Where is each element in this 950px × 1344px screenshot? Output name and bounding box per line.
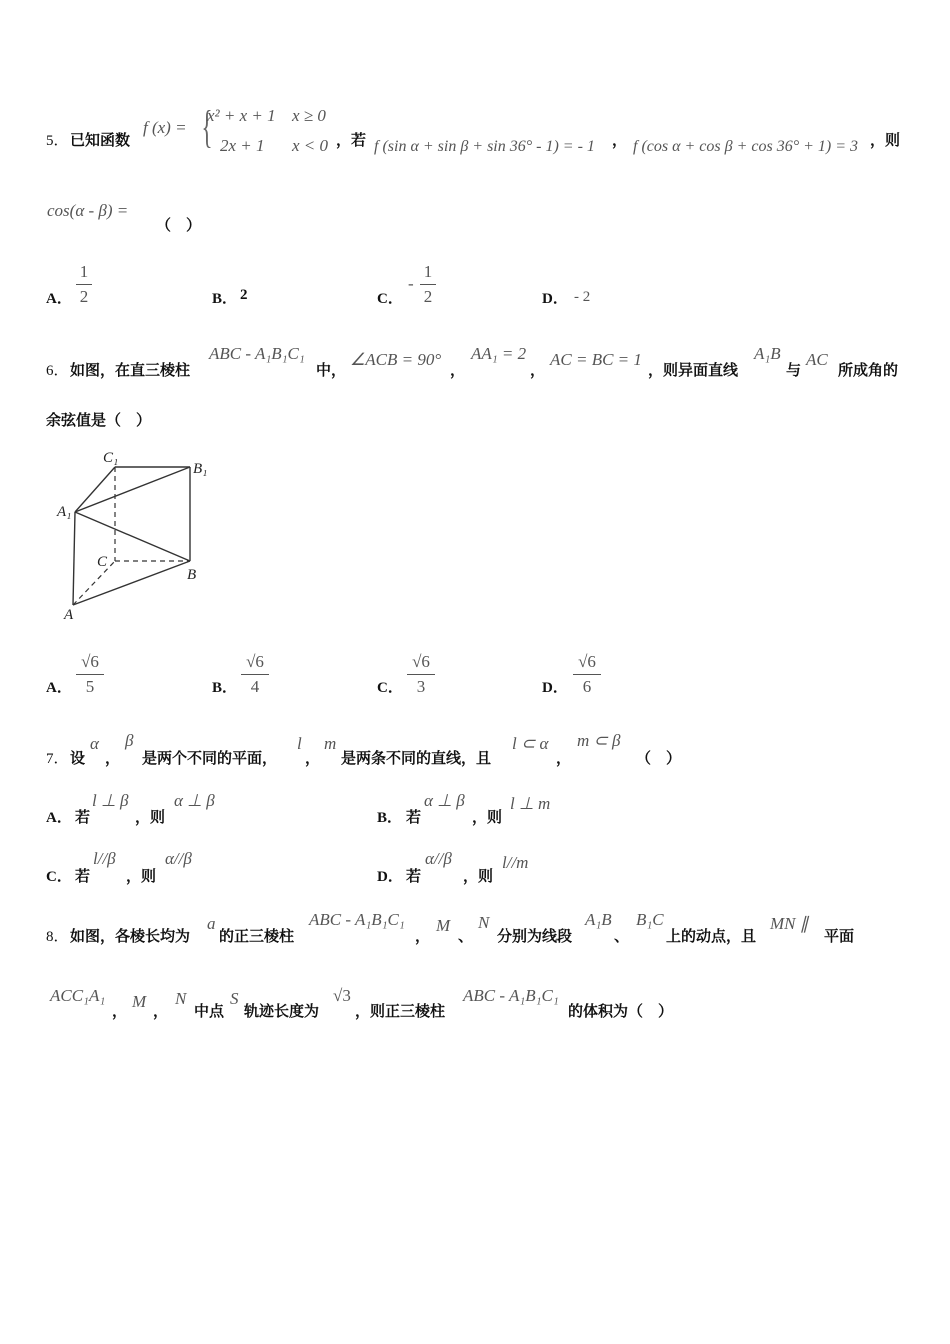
q8-point-n-2: N bbox=[175, 989, 187, 1008]
q7-option-a-condition: l ⊥ β bbox=[92, 791, 129, 810]
q6-option-d-fraction bbox=[573, 652, 601, 697]
q7-text-1: 是两个不同的平面， bbox=[142, 749, 278, 767]
q6-yu-text: 与 bbox=[786, 361, 802, 379]
q5-option-d-label: D． bbox=[542, 291, 568, 307]
q6-option-c-fraction bbox=[407, 652, 435, 697]
q8-segment-b1c: B₁C bbox=[636, 910, 664, 929]
q5-case2-expr: 2x + 1 bbox=[220, 136, 265, 155]
q5-option-c-denominator: 2 bbox=[423, 287, 433, 306]
q7-comma-2: ， bbox=[305, 749, 321, 767]
q7-option-a-result: α ⊥ β bbox=[174, 791, 215, 810]
q8-segment-a1b: A₁B bbox=[585, 910, 612, 929]
q7-line-m: m bbox=[324, 734, 337, 753]
q5-answer-paren: （ ） bbox=[156, 216, 202, 234]
q7-option-d-condition: α//β bbox=[425, 849, 452, 868]
q8-text-6: 轨迹长度为 bbox=[244, 1002, 320, 1020]
q7-option-a-label: A． bbox=[46, 810, 72, 826]
q7-alpha: α bbox=[90, 734, 99, 753]
label-c1: C₁ bbox=[103, 450, 119, 466]
q6-option-b-label: B． bbox=[212, 680, 238, 696]
q5-option-c-label: C． bbox=[377, 291, 403, 307]
q6-angle-condition: ∠ACB = 90° bbox=[350, 350, 442, 369]
q8-mn-parallel: MN ∥ bbox=[770, 914, 809, 933]
q6-prism-name: ABC - A₁B₁C₁ bbox=[209, 344, 305, 363]
q8-text-7: ，则正三棱柱 bbox=[355, 1002, 446, 1020]
q7-option-b-result: l ⊥ m bbox=[510, 794, 551, 813]
q7-line-l: l bbox=[297, 734, 302, 753]
q5-option-a-label: A． bbox=[46, 291, 72, 307]
q5-lead-text: 已知函数 bbox=[70, 131, 131, 149]
q7-beta: β bbox=[125, 731, 134, 750]
q7-option-c-ruo: 若 bbox=[75, 867, 91, 885]
q5-case1-expr: x² + x + 1 bbox=[207, 106, 276, 125]
q5-option-c-numerator: 1 bbox=[423, 262, 433, 281]
label-b1: B₁ bbox=[193, 461, 208, 477]
q7-she-text: 设 bbox=[70, 749, 86, 767]
q6-comma-1: ， bbox=[450, 361, 466, 379]
q6-option-c-denominator: 3 bbox=[416, 677, 426, 696]
label-c: C bbox=[97, 554, 108, 570]
q6-aa1-condition: AA₁ = 2 bbox=[471, 344, 527, 363]
q8-edge-a: a bbox=[207, 914, 216, 933]
q5-option-c-fraction bbox=[420, 262, 436, 307]
q7-option-c-label: C． bbox=[46, 869, 72, 885]
q6-zhong-text: 中， bbox=[316, 361, 347, 379]
q8-point-m: M bbox=[436, 916, 451, 935]
label-a: A bbox=[64, 607, 74, 623]
q6-line2-text: 余弦值是（ ） bbox=[46, 411, 152, 429]
q7-option-a-ze: ，则 bbox=[135, 808, 166, 826]
q8-comma-2: ， bbox=[112, 1002, 128, 1020]
q8-lead-text: 如图，各棱长均为 bbox=[70, 927, 191, 945]
q8-text-8: 的体积为（ ） bbox=[568, 1002, 674, 1020]
q7-option-b-label: B． bbox=[377, 810, 403, 826]
q8-point-n: N bbox=[478, 913, 490, 932]
q7-text-2: 是两条不同的直线，且 bbox=[341, 749, 492, 767]
q5-option-c-sign: - bbox=[408, 274, 414, 293]
q6-comma-2: ， bbox=[530, 361, 546, 379]
q6-prism-figure bbox=[55, 445, 235, 625]
q5-option-d-value: - 2 bbox=[574, 289, 591, 305]
q5-option-a-numerator: 1 bbox=[79, 262, 89, 281]
q7-comma-3: ， bbox=[556, 749, 572, 767]
q5-ze-text: ，则 bbox=[870, 131, 901, 149]
edge-a1-b1 bbox=[75, 467, 190, 512]
q7-l-in-alpha: l ⊂ α bbox=[512, 734, 549, 753]
q8-text-5: 中点 bbox=[194, 1002, 225, 1020]
q7-number: 7． bbox=[46, 751, 69, 767]
q6-number: 6． bbox=[46, 363, 69, 379]
q6-option-c-numerator: √6 bbox=[412, 652, 430, 671]
q8-text-4: 平面 bbox=[824, 927, 855, 945]
q8-point-m-2: M bbox=[132, 992, 147, 1011]
q8-comma-1: ， bbox=[415, 927, 431, 945]
q5-case2-cond: x < 0 bbox=[292, 136, 329, 155]
q5-option-a-denominator: 2 bbox=[79, 287, 89, 306]
fraction-bar bbox=[76, 674, 104, 675]
q8-point-s: S bbox=[230, 989, 239, 1008]
q7-comma-1: ， bbox=[105, 749, 121, 767]
edge-a1-b bbox=[75, 512, 190, 561]
q7-option-d-ze: ，则 bbox=[463, 867, 494, 885]
q7-m-in-beta: m ⊂ β bbox=[577, 731, 621, 750]
label-b: B bbox=[187, 567, 197, 583]
q6-option-d-numerator: √6 bbox=[578, 652, 596, 671]
q6-option-d-denominator: 6 bbox=[582, 677, 592, 696]
q7-option-c-result: α//β bbox=[165, 849, 192, 868]
q5-number: 5． bbox=[46, 133, 69, 149]
q8-text-3: 上的动点，且 bbox=[666, 927, 757, 945]
q5-equation-1: f (sin α + sin β + sin 36° - 1) = - 1 bbox=[374, 138, 595, 155]
q5-option-b-value: 2 bbox=[240, 287, 248, 303]
fraction-bar bbox=[573, 674, 601, 675]
q5-option-a-fraction bbox=[76, 262, 92, 307]
q7-option-b-ze: ，则 bbox=[472, 808, 503, 826]
q7-option-c-condition: l//β bbox=[93, 849, 116, 868]
q5-equation-2: f (cos α + cos β + cos 36° + 1) = 3 bbox=[633, 138, 859, 155]
q8-text-2: 分别为线段 bbox=[497, 927, 573, 945]
edge-a-c-hidden bbox=[73, 561, 115, 605]
q6-lead-text: 如图，在直三棱柱 bbox=[70, 361, 191, 379]
q5-ruo-text: ，若 bbox=[336, 131, 367, 149]
q6-option-b-numerator: √6 bbox=[246, 652, 264, 671]
q7-option-c-ze: ，则 bbox=[126, 867, 157, 885]
q8-prism-name: ABC - A₁B₁C₁ bbox=[309, 910, 405, 929]
q5-option-b-label: B． bbox=[212, 291, 238, 307]
q6-option-c-label: C． bbox=[377, 680, 403, 696]
q7-option-b-condition: α ⊥ β bbox=[424, 791, 465, 810]
q7-option-a-ruo: 若 bbox=[75, 808, 91, 826]
q6-line-a1b: A₁B bbox=[754, 344, 781, 363]
q7-answer-paren: （ ） bbox=[636, 749, 682, 767]
q7-option-d-label: D． bbox=[377, 869, 403, 885]
q8-text-1: 的正三棱柱 bbox=[219, 927, 295, 945]
edge-a1-c1 bbox=[75, 467, 115, 512]
q6-ac-bc-condition: AC = BC = 1 bbox=[550, 350, 642, 369]
label-a1: A₁ bbox=[57, 504, 72, 520]
q5-brace: { bbox=[201, 101, 213, 152]
q6-option-a-fraction bbox=[76, 652, 104, 697]
fraction-bar bbox=[76, 284, 92, 285]
q8-prism-name-2: ABC - A₁B₁C₁ bbox=[463, 986, 559, 1005]
q6-line-ac: AC bbox=[806, 350, 828, 369]
q5-target-expr: cos(α - β) = bbox=[47, 201, 129, 220]
q8-root-3: √3 bbox=[333, 986, 351, 1005]
q7-option-d-result: l//m bbox=[502, 853, 529, 872]
q6-then-text: ，则异面直线 bbox=[648, 361, 739, 379]
q6-option-b-denominator: 4 bbox=[250, 677, 260, 696]
q8-dun-2: 、 bbox=[614, 927, 630, 945]
q6-option-a-numerator: √6 bbox=[81, 652, 99, 671]
q6-option-a-label: A． bbox=[46, 680, 72, 696]
q7-option-b-ruo: 若 bbox=[406, 808, 422, 826]
fraction-bar bbox=[407, 674, 435, 675]
q5-comma: ， bbox=[612, 131, 628, 149]
q8-plane-name: ACC₁A₁ bbox=[50, 986, 106, 1005]
fraction-bar bbox=[241, 674, 269, 675]
q6-tail-text: 所成角的 bbox=[838, 361, 899, 379]
q8-comma-3: ， bbox=[153, 1002, 169, 1020]
q5-case1-cond: x ≥ 0 bbox=[292, 106, 326, 125]
q7-option-d-ruo: 若 bbox=[406, 867, 422, 885]
edge-a-b bbox=[73, 561, 190, 605]
edge-a1-a bbox=[73, 512, 75, 605]
fraction-bar bbox=[420, 284, 436, 285]
q6-option-d-label: D． bbox=[542, 680, 568, 696]
q8-number: 8． bbox=[46, 929, 69, 945]
q6-option-a-denominator: 5 bbox=[85, 677, 95, 696]
q8-dun-1: 、 bbox=[458, 927, 474, 945]
q5-function-name: f (x) = bbox=[143, 118, 187, 137]
q6-option-b-fraction bbox=[241, 652, 269, 697]
